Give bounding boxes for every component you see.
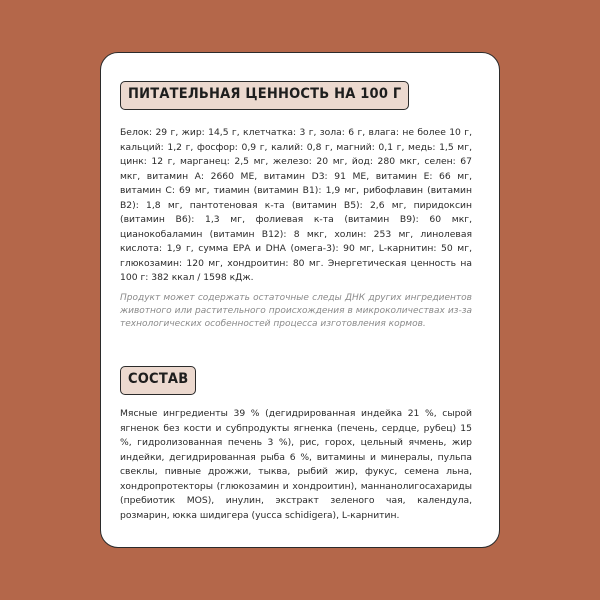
nutrition-text: Белок: 29 г, жир: 14,5 г, клетчатка: 3 г, зола: 6 г, влага: не более 10 г, кальций: 1,2 г, фосфор: 0,9 г, калий: 0,8 г, магний: 0,1 г, медь: 1,5 мг, цинк: 12 г, марганец: 2,5 мг, железо: 20 мг, йод: 280 мкг, селен: 67 мкг, витамин А: 2660 МЕ, витамин D3: 91 МЕ, витамин Е: 66 мг, витамин С: 69 мг, тиамин (витамин В1): 1,9 мг, рибофлавин (витамин В2): 1,8 мг, пантотеновая к-та (витамин В5): 2,6 мг, пиридоксин (витамин В6): 1,3 мг, фолиевая к-та (витамин В9): 60 мкг, цианокобаламин (витамин В12): 8 мкг, холин: 253 мг, линолевая кислота: 1,9 г, сумма ЕРА и DHA (омега-3): 90 мг, L-карнитин: 50 мг, глюкозамин: 120 мг, хондроитин: 80 мг. Энергетическая ценность на 100 г: 382 ккал / 1598 кДж.	[120, 127, 472, 283]
disclaimer-note: Продукт может содержать остаточные следы ДНК других ингредиентов животного или растительного происхождения в микроколичествах из-за технологических особенностей процесса изготовления кормов.	[120, 293, 472, 329]
composition-text: Мясные ингредиенты 39 % (дегидрированная индейка 21 %, сырой ягненок без кости и субпродукты ягненка (печень, сердце, рубец) 15 %, гидролизованная печень 3 %), рис, горох, цельный ячмень, жир индейки, дегидрированная рыба 6 %, витамины и минералы, пульпа свеклы, пивные дрожжи, тыква, рыбий жир, фукус, семена льна, хондропротекторы (глюкозамин и хондроитин), маннанолигосахариды (пребиотик MOS), инулин, экстракт зеленого чая, календула, розмарин, юкка шидигера (yucca schidigera), L-карнитин.	[120, 408, 472, 521]
nutrition-heading: ПИТАТЕЛЬНАЯ ЦЕННОСТЬ НА 100 Г	[120, 81, 409, 110]
composition-heading: СОСТАВ	[120, 366, 196, 395]
info-card	[100, 52, 500, 548]
